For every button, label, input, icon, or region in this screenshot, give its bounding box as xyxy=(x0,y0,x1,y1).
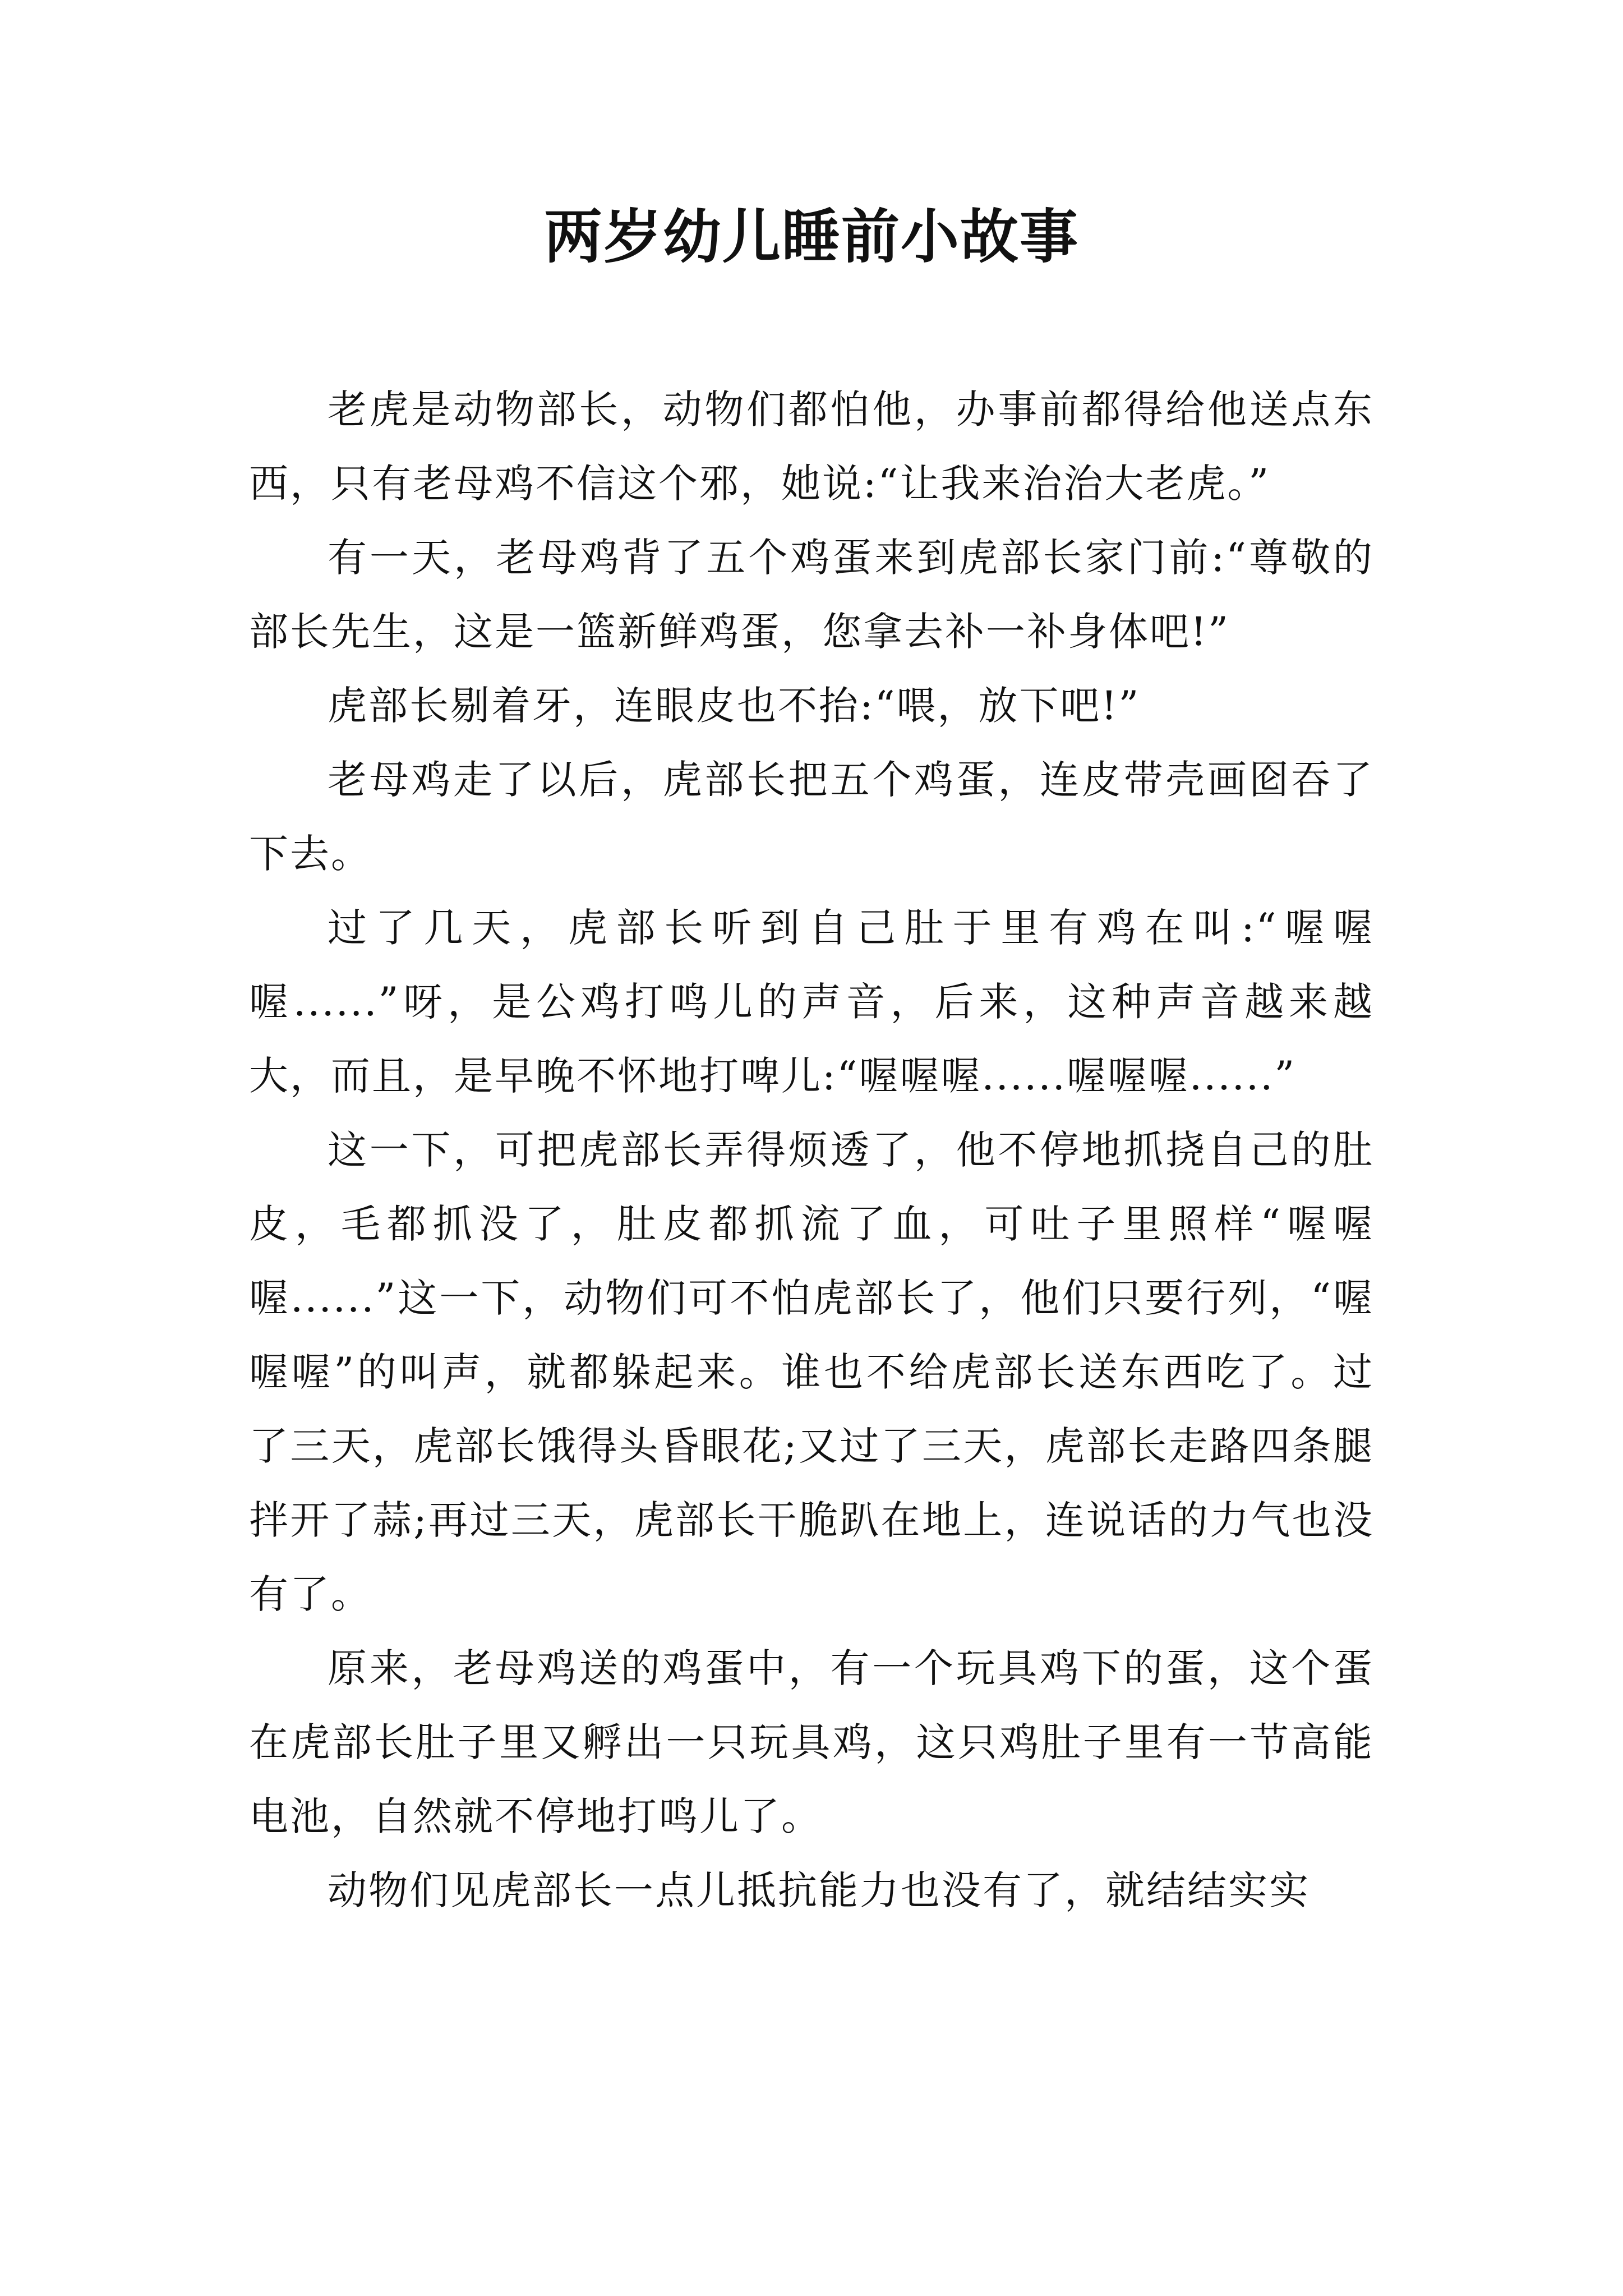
paragraph-8: 动物们见虎部长一点儿抵抗能力也没有了，就结结实实 xyxy=(328,1867,1310,1913)
paragraph-2: 有一天，老母鸡背了五个鸡蛋来到虎部长家门前:“尊敬的部长先生，这是一篮新鲜鸡蛋，您拿去补一补身体吧!” xyxy=(249,535,1374,655)
paragraph-3: 虎部长剔着牙，连眼皮也不抬:“喂，放下吧!” xyxy=(328,683,1141,729)
paragraph-7: 原来，老母鸡送的鸡蛋中，有一个玩具鸡下的蛋，这个蛋在虎部长肚子里又孵出一只玩具鸡，这只鸡肚子里有一节高能电池，自然就不停地打鸣儿了。 xyxy=(249,1645,1374,1839)
story-body xyxy=(249,372,1374,1927)
document-title: 两岁幼儿睡前小故事 xyxy=(543,202,1079,271)
paragraph-5: 过了几天，虎部长听到自己肚于里有鸡在叫:“喔喔喔......”呀，是公鸡打鸣儿的声音，后来，这种声音越来越大，而且，是早晚不怀地打啤儿:“喔喔喔......喔喔喔......” xyxy=(249,905,1374,1099)
paragraph-6: 这一下，可把虎部长弄得烦透了，他不停地抓挠自己的肚皮，毛都抓没了，肚皮都抓流了血，可吐子里照样“喔喔喔......”这一下，动物们可不怕虎部长了，他们只要行列，“喔喔喔”的叫声，就都躲起来。谁也不给虎部长送东西吃了。过了三天，虎部长饿得头昏眼花;又过了三天，虎部长走路四条腿拌开了蒜;再过三天，虎部长干脆趴在地上，连说话的力气也没有了。 xyxy=(249,1127,1374,1617)
paragraph-4: 老母鸡走了以后，虎部长把五个鸡蛋，连皮带壳画囵吞了下去。 xyxy=(249,757,1374,877)
paragraph-1: 老虎是动物部长，动物们都怕他，办事前都得给他送点东西，只有老母鸡不信这个邪，她说:“让我来治治大老虎。” xyxy=(249,386,1374,507)
